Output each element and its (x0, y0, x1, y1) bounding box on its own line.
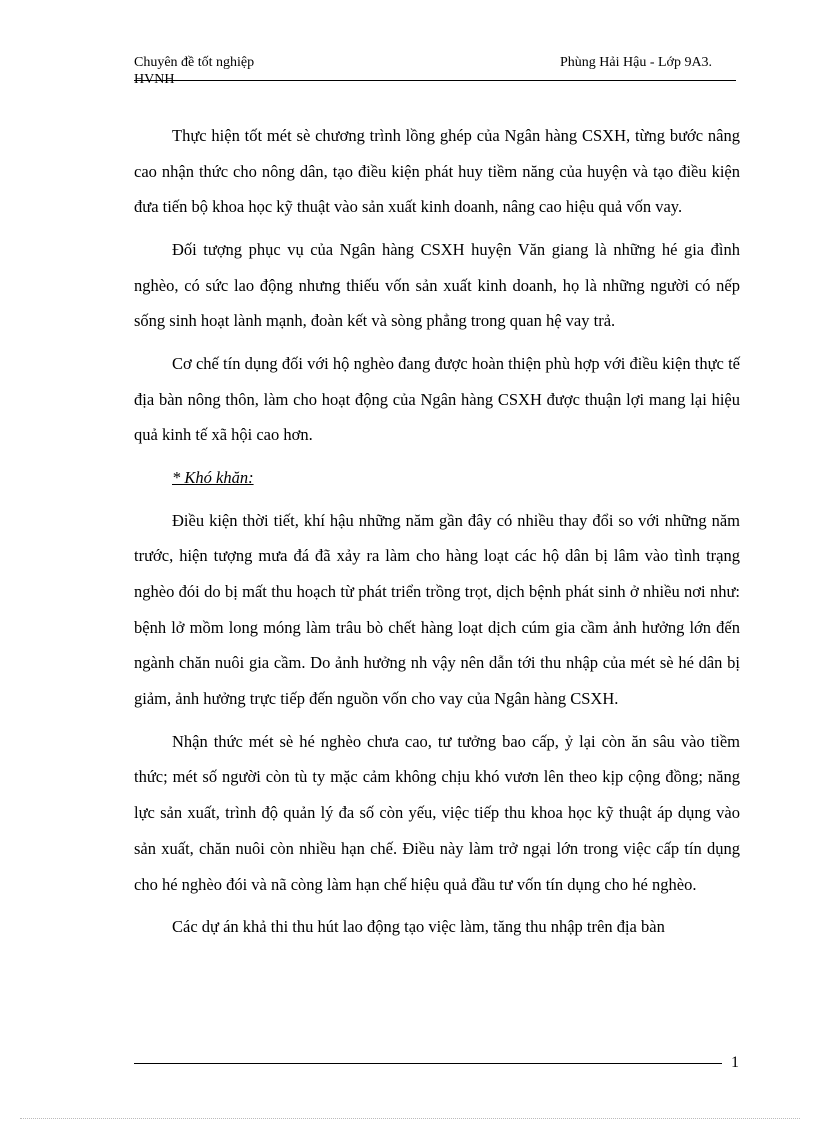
header-divider (134, 80, 736, 81)
paragraph: Nhận thức mét sè hé nghèo chưa cao, tư tưởng bao cấp, ỷ lại còn ăn sâu vào tiềm thức; mét số người còn tù ty mặc cảm không chịu khó vươn lên theo kịp cộng đồng; năng lực sản xuất, trình độ quản lý đa số còn yếu, việc tiếp thu khoa học kỹ thuật áp dụng vào sản xuất, chăn nuôi còn nhiều hạn chế. Điều này làm trở ngại lớn trong việc cấp tín dụng cho hé nghèo đói và nã còng làm hạn chế hiệu quả đầu tư vốn tín dụng cho hé nghèo. (134, 731, 740, 894)
section-heading (134, 460, 740, 496)
header-author: Phùng Hải Hậu - Lớp 9A3. (560, 55, 713, 70)
paragraph: Thực hiện tốt mét sè chương trình lồng ghép của Ngân hàng CSXH, từng bước nâng cao nhận thức cho nông dân, tạo điều kiện phát huy tiềm năng của huyện và tạo điều kiện đưa tiến bộ khoa học kỹ thuật vào sản xuất kinh doanh, nâng cao hiệu quả vốn vay. (134, 126, 740, 217)
paragraph: Các dự án khả thi thu hút lao động tạo việc làm, tăng thu nhập trên địa bàn (172, 917, 665, 937)
page-bottom-dotted-line (20, 1118, 800, 1119)
paragraph: Điều kiện thời tiết, khí hậu những năm gần đây có nhiều thay đổi so với những năm trước, hiện tượng mưa đá đã xảy ra làm cho hàng loạt các hộ dân bị lâm vào tình trạng nghèo đói do bị mất thu hoạch từ phát triển trồng trọt, dịch bệnh phát sinh ở nhiều nơi như: bệnh lở mồm long móng làm trâu bò chết hàng loạt dịch cúm gia cầm ảnh hưởng lớn đến ngành chăn nuôi gia cầm. Do ảnh hưởng nh vậy nên dẫn tới thu nhập của mét sè hé dân bị giảm, ảnh hưởng trực tiếp đến nguồn vốn cho vay của Ngân hàng CSXH. (134, 510, 740, 709)
page-number: 1 (731, 1054, 739, 1071)
footer-divider (134, 1063, 722, 1064)
header-organization: HVNH (134, 72, 175, 87)
paragraph: Đối tượng phục vụ của Ngân hàng CSXH huyện Văn giang là những hé gia đình nghèo, có sức lao động nhưng thiếu vốn sản xuất kinh doanh, họ là những người có nếp sống sinh hoạt lành mạnh, đoàn kết và sòng phẳng trong quan hệ vay trả. (134, 240, 740, 331)
header-document-title: Chuyên đề tốt nghiệp (134, 55, 255, 70)
difficulties-heading: * Khó khăn: (172, 468, 254, 487)
paragraph: Cơ chế tín dụng đối với hộ nghèo đang được hoàn thiện phù hợp với điều kiện thực tế địa bàn nông thôn, làm cho hoạt động của Ngân hàng CSXH được thuận lợi mang lại hiệu quả kinh tế xã hội cao hơn. (134, 354, 740, 445)
header-left (134, 54, 254, 88)
body-text (134, 118, 740, 952)
